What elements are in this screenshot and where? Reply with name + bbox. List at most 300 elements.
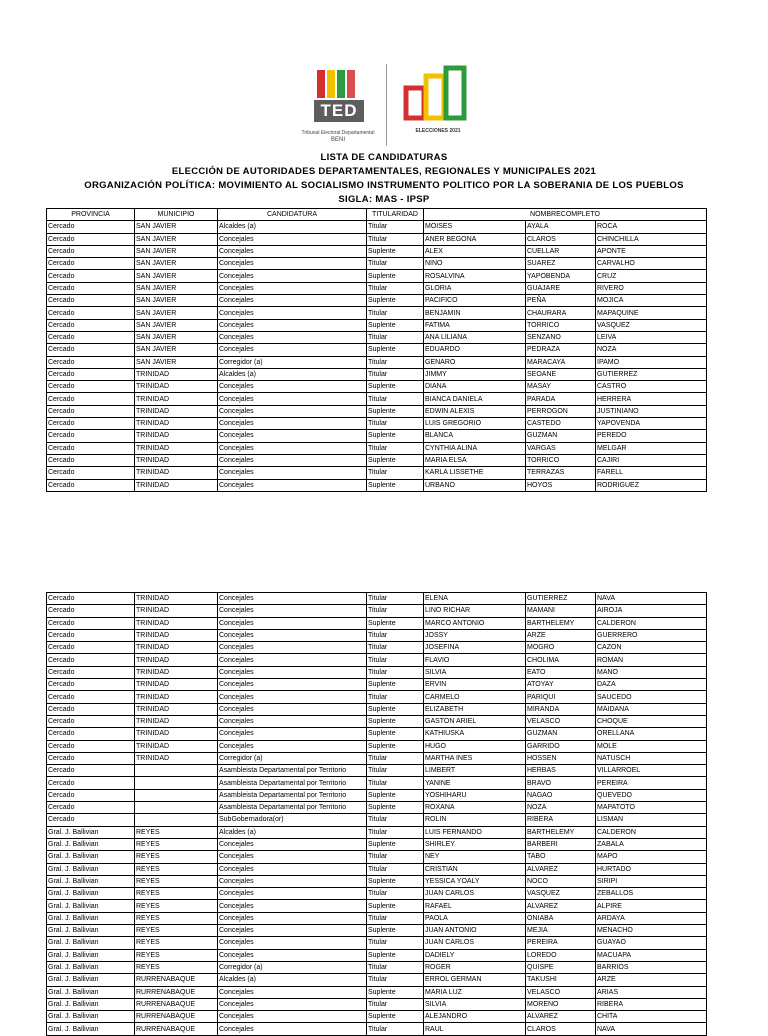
table-header-row: [47, 209, 707, 221]
cell-provincia: Cercado: [47, 666, 135, 678]
table-row: [47, 974, 707, 986]
cell-candidatura: Corregidor (a): [218, 356, 367, 368]
cell-apellido-paterno: ALVAREZ: [526, 863, 596, 875]
cell-apellido-paterno: GUTIERREZ: [526, 593, 596, 605]
cell-apellido-paterno: VELASCO: [526, 715, 596, 727]
cell-apellido-paterno: PARADA: [526, 393, 596, 405]
cell-provincia: Cercado: [47, 728, 135, 740]
cell-candidatura: Concejales: [218, 381, 367, 393]
cell-candidatura: Concejales: [218, 629, 367, 641]
cell-nombre: GLORIA: [424, 282, 526, 294]
table-row: [47, 356, 707, 368]
cell-municipio: TRINIDAD: [135, 642, 218, 654]
cell-provincia: Gral. J. Ballivian: [47, 986, 135, 998]
cell-provincia: Cercado: [47, 282, 135, 294]
cell-titularidad: Titular: [367, 937, 424, 949]
table-row: [47, 912, 707, 924]
table-row: [47, 593, 707, 605]
cell-provincia: Cercado: [47, 802, 135, 814]
elecciones-label: ELECCIONES 2021: [415, 128, 461, 134]
cell-apellido-materno: MAPAQUINE: [596, 307, 707, 319]
cell-provincia: Gral. J. Ballivian: [47, 851, 135, 863]
cell-apellido-materno: BARRIOS: [596, 961, 707, 973]
cell-provincia: Cercado: [47, 430, 135, 442]
cell-nombre: ROSALVINA: [424, 270, 526, 282]
cell-apellido-paterno: RIBERA: [526, 814, 596, 826]
col-nombre-completo: NOMBRECOMPLETO: [424, 209, 707, 221]
cell-nombre: DADIELY: [424, 949, 526, 961]
cell-titularidad: Suplente: [367, 245, 424, 257]
cell-titularidad: Titular: [367, 777, 424, 789]
cell-municipio: SAN JAVIER: [135, 233, 218, 245]
table-row: [47, 258, 707, 270]
table-row: [47, 368, 707, 380]
cell-municipio: TRINIDAD: [135, 752, 218, 764]
cell-titularidad: Suplente: [367, 703, 424, 715]
table-row: [47, 344, 707, 356]
cell-provincia: Cercado: [47, 752, 135, 764]
cell-provincia: Gral. J. Ballivian: [47, 875, 135, 887]
table-row: [47, 307, 707, 319]
cell-titularidad: Titular: [367, 888, 424, 900]
table-row: [47, 728, 707, 740]
cell-nombre: ROGER: [424, 961, 526, 973]
cell-titularidad: Titular: [367, 233, 424, 245]
cell-candidatura: Concejales: [218, 245, 367, 257]
cell-municipio: RURRENABAQUE: [135, 998, 218, 1010]
cell-candidatura: SubGobernadora(or): [218, 814, 367, 826]
table-row: [47, 331, 707, 343]
cell-provincia: Cercado: [47, 393, 135, 405]
cell-candidatura: Concejales: [218, 642, 367, 654]
cell-nombre: RAFAEL: [424, 900, 526, 912]
cell-nombre: ELENA: [424, 593, 526, 605]
cell-provincia: Cercado: [47, 715, 135, 727]
cell-apellido-materno: LISMAN: [596, 814, 707, 826]
table-row: [47, 789, 707, 801]
cell-nombre: NEY: [424, 851, 526, 863]
cell-candidatura: Concejales: [218, 282, 367, 294]
cell-candidatura: Concejales: [218, 998, 367, 1010]
cell-nombre: ALEJANDRO: [424, 1011, 526, 1023]
cell-titularidad: Suplente: [367, 728, 424, 740]
cell-municipio: SAN JAVIER: [135, 258, 218, 270]
cell-provincia: Cercado: [47, 270, 135, 282]
cell-candidatura: Concejales: [218, 405, 367, 417]
cell-apellido-materno: HURTADO: [596, 863, 707, 875]
cell-municipio: TRINIDAD: [135, 728, 218, 740]
table-body: [47, 593, 707, 1036]
cell-municipio: TRINIDAD: [135, 442, 218, 454]
cell-nombre: MARIA ELSA: [424, 454, 526, 466]
cell-municipio: TRINIDAD: [135, 703, 218, 715]
cell-candidatura: Concejales: [218, 454, 367, 466]
cell-candidatura: Concejales: [218, 838, 367, 850]
table-row: [47, 319, 707, 331]
cell-provincia: Gral. J. Ballivian: [47, 863, 135, 875]
cell-apellido-materno: VILLARROEL: [596, 765, 707, 777]
cell-provincia: Cercado: [47, 629, 135, 641]
table-row: [47, 282, 707, 294]
cell-apellido-paterno: NOCO: [526, 875, 596, 887]
cell-nombre: EDWIN ALEXIS: [424, 405, 526, 417]
cell-municipio: SAN JAVIER: [135, 245, 218, 257]
cell-candidatura: Concejales: [218, 740, 367, 752]
cell-apellido-materno: PEREDO: [596, 430, 707, 442]
cell-nombre: YOSHIHARU: [424, 789, 526, 801]
cell-apellido-paterno: MORENO: [526, 998, 596, 1010]
cell-nombre: MOISES: [424, 221, 526, 233]
cell-candidatura: Concejales: [218, 888, 367, 900]
cell-titularidad: Titular: [367, 863, 424, 875]
cell-municipio: SAN JAVIER: [135, 221, 218, 233]
table-row: [47, 418, 707, 430]
table-row: [47, 703, 707, 715]
cell-apellido-materno: CASTRO: [596, 381, 707, 393]
cell-titularidad: Titular: [367, 593, 424, 605]
cell-municipio: TRINIDAD: [135, 418, 218, 430]
cell-provincia: Cercado: [47, 221, 135, 233]
cell-titularidad: Suplente: [367, 900, 424, 912]
cell-nombre: JOSEFINA: [424, 642, 526, 654]
cell-provincia: Gral. J. Ballivian: [47, 961, 135, 973]
cell-apellido-paterno: BRAVO: [526, 777, 596, 789]
cell-municipio: REYES: [135, 875, 218, 887]
cell-municipio: TRINIDAD: [135, 479, 218, 491]
cell-apellido-materno: MELGAR: [596, 442, 707, 454]
cell-titularidad: Titular: [367, 331, 424, 343]
cell-apellido-paterno: HOSSEN: [526, 752, 596, 764]
table-body: [47, 221, 707, 492]
cell-nombre: LUIS FERNANDO: [424, 826, 526, 838]
cell-apellido-materno: SIRIPI: [596, 875, 707, 887]
cell-titularidad: Titular: [367, 814, 424, 826]
cell-titularidad: Suplente: [367, 270, 424, 282]
cell-municipio: TRINIDAD: [135, 617, 218, 629]
cell-apellido-materno: ALPIRE: [596, 900, 707, 912]
cell-municipio: TRINIDAD: [135, 405, 218, 417]
cell-municipio: [135, 789, 218, 801]
cell-candidatura: Concejales: [218, 319, 367, 331]
cell-provincia: Gral. J. Ballivian: [47, 974, 135, 986]
table-row: [47, 765, 707, 777]
cell-apellido-paterno: CHAURARA: [526, 307, 596, 319]
cell-candidatura: Concejales: [218, 479, 367, 491]
cell-apellido-paterno: SUAREZ: [526, 258, 596, 270]
cell-candidatura: Asambleista Departamental por Territorio: [218, 765, 367, 777]
cell-apellido-paterno: PARIQUI: [526, 691, 596, 703]
cell-nombre: ERROL GERMAN: [424, 974, 526, 986]
cell-candidatura: Concejales: [218, 307, 367, 319]
cell-nombre: DIANA: [424, 381, 526, 393]
cell-titularidad: Titular: [367, 393, 424, 405]
table-row: [47, 838, 707, 850]
cell-provincia: Gral. J. Ballivian: [47, 826, 135, 838]
cell-apellido-paterno: NOZA: [526, 802, 596, 814]
cell-municipio: TRINIDAD: [135, 666, 218, 678]
cell-apellido-paterno: BARTHELEMY: [526, 826, 596, 838]
cell-titularidad: Titular: [367, 912, 424, 924]
cell-apellido-materno: RIBERA: [596, 998, 707, 1010]
cell-provincia: Gral. J. Ballivian: [47, 925, 135, 937]
cell-municipio: REYES: [135, 949, 218, 961]
cell-nombre: ROXANA: [424, 802, 526, 814]
table-row: [47, 802, 707, 814]
cell-apellido-materno: MAPO: [596, 851, 707, 863]
cell-nombre: JUAN CARLOS: [424, 888, 526, 900]
cell-apellido-paterno: ATOYAY: [526, 679, 596, 691]
cell-nombre: FLAVIO: [424, 654, 526, 666]
cell-apellido-materno: ZABALA: [596, 838, 707, 850]
cell-apellido-paterno: SENZANO: [526, 331, 596, 343]
cell-provincia: Gral. J. Ballivian: [47, 888, 135, 900]
cell-candidatura: Concejales: [218, 430, 367, 442]
cell-apellido-materno: RIVERO: [596, 282, 707, 294]
cell-municipio: [135, 814, 218, 826]
cell-titularidad: Suplente: [367, 454, 424, 466]
cell-provincia: Cercado: [47, 814, 135, 826]
cell-apellido-paterno: PEREIRA: [526, 937, 596, 949]
cell-apellido-paterno: MARACAYA: [526, 356, 596, 368]
ted-subtitle: Tribunal Electoral Departamental: [301, 130, 375, 136]
cell-apellido-materno: VASQUEZ: [596, 319, 707, 331]
cell-apellido-paterno: VARGAS: [526, 442, 596, 454]
cell-provincia: Cercado: [47, 331, 135, 343]
cell-nombre: ALEX: [424, 245, 526, 257]
cell-provincia: Cercado: [47, 679, 135, 691]
cell-apellido-materno: NOZA: [596, 344, 707, 356]
cell-nombre: JIMMY: [424, 368, 526, 380]
cell-provincia: Cercado: [47, 454, 135, 466]
cell-municipio: TRINIDAD: [135, 430, 218, 442]
cell-provincia: Cercado: [47, 258, 135, 270]
cell-titularidad: Titular: [367, 765, 424, 777]
cell-municipio: TRINIDAD: [135, 381, 218, 393]
cell-titularidad: Suplente: [367, 715, 424, 727]
cell-provincia: Cercado: [47, 295, 135, 307]
table-row: [47, 270, 707, 282]
cell-nombre: YANINE: [424, 777, 526, 789]
cell-municipio: TRINIDAD: [135, 593, 218, 605]
table-row: [47, 740, 707, 752]
cell-municipio: REYES: [135, 912, 218, 924]
cell-nombre: EDUARDO: [424, 344, 526, 356]
cell-municipio: SAN JAVIER: [135, 319, 218, 331]
election-title: ELECCIÓN DE AUTORIDADES DEPARTAMENTALES, REGIONALES Y MUNICIPALES 2021: [171, 166, 597, 177]
cell-candidatura: Concejales: [218, 270, 367, 282]
cell-provincia: Cercado: [47, 344, 135, 356]
cell-municipio: SAN JAVIER: [135, 270, 218, 282]
cell-candidatura: Concejales: [218, 925, 367, 937]
cell-provincia: Cercado: [47, 442, 135, 454]
table-row: [47, 715, 707, 727]
cell-titularidad: Titular: [367, 282, 424, 294]
cell-provincia: Cercado: [47, 245, 135, 257]
cell-candidatura: Concejales: [218, 295, 367, 307]
cell-provincia: Cercado: [47, 777, 135, 789]
cell-titularidad: Titular: [367, 851, 424, 863]
cell-municipio: REYES: [135, 826, 218, 838]
cell-provincia: Gral. J. Ballivian: [47, 949, 135, 961]
cell-candidatura: Concejales: [218, 418, 367, 430]
cell-apellido-paterno: SEOANE: [526, 368, 596, 380]
cell-apellido-materno: JUSTINIANO: [596, 405, 707, 417]
cell-apellido-paterno: ARZE: [526, 629, 596, 641]
cell-apellido-paterno: PEDRAZA: [526, 344, 596, 356]
cell-candidatura: Asambleista Departamental por Territorio: [218, 802, 367, 814]
cell-municipio: TRINIDAD: [135, 368, 218, 380]
elecciones-icon: [400, 62, 476, 126]
cell-apellido-paterno: PEÑA: [526, 295, 596, 307]
cell-candidatura: Concejales: [218, 233, 367, 245]
cell-provincia: Cercado: [47, 691, 135, 703]
candidates-table-2: [46, 592, 707, 1036]
cell-apellido-materno: CHINCHILLA: [596, 233, 707, 245]
cell-provincia: Cercado: [47, 617, 135, 629]
cell-apellido-materno: FARELL: [596, 467, 707, 479]
party-acronym: SIGLA: MAS - IPSP: [338, 194, 430, 205]
table-row: [47, 245, 707, 257]
cell-nombre: CARMELO: [424, 691, 526, 703]
cell-municipio: TRINIDAD: [135, 691, 218, 703]
cell-titularidad: Titular: [367, 654, 424, 666]
cell-apellido-materno: AIROJA: [596, 605, 707, 617]
cell-municipio: REYES: [135, 900, 218, 912]
cell-apellido-materno: CALDERON: [596, 826, 707, 838]
cell-municipio: TRINIDAD: [135, 605, 218, 617]
table-row: [47, 863, 707, 875]
cell-municipio: REYES: [135, 925, 218, 937]
cell-nombre: BLANCA: [424, 430, 526, 442]
cell-titularidad: Titular: [367, 666, 424, 678]
cell-nombre: BENJAMIN: [424, 307, 526, 319]
table-row: [47, 666, 707, 678]
cell-provincia: Cercado: [47, 703, 135, 715]
cell-titularidad: Suplente: [367, 617, 424, 629]
cell-apellido-materno: QUEVEDO: [596, 789, 707, 801]
table-row: [47, 998, 707, 1010]
cell-candidatura: Concejales: [218, 331, 367, 343]
cell-provincia: Cercado: [47, 789, 135, 801]
cell-nombre: ELIZABETH: [424, 703, 526, 715]
cell-candidatura: Corregidor (a): [218, 752, 367, 764]
cell-apellido-materno: CAZON: [596, 642, 707, 654]
cell-candidatura: Concejales: [218, 703, 367, 715]
cell-apellido-paterno: MASAY: [526, 381, 596, 393]
cell-apellido-paterno: GUZMAN: [526, 430, 596, 442]
cell-apellido-materno: MOJICA: [596, 295, 707, 307]
cell-municipio: REYES: [135, 838, 218, 850]
cell-apellido-materno: HERRERA: [596, 393, 707, 405]
col-candidatura: CANDIDATURA: [218, 209, 367, 221]
table-row: [47, 381, 707, 393]
cell-apellido-materno: NAVA: [596, 593, 707, 605]
cell-apellido-paterno: AYALA: [526, 221, 596, 233]
cell-titularidad: Suplente: [367, 479, 424, 491]
cell-apellido-paterno: VELASCO: [526, 986, 596, 998]
ted-region: BENI: [330, 137, 345, 143]
col-municipio: MUNICIPIO: [135, 209, 218, 221]
cell-apellido-paterno: LOREDO: [526, 949, 596, 961]
cell-candidatura: Concejales: [218, 986, 367, 998]
cell-apellido-materno: IPAMO: [596, 356, 707, 368]
cell-municipio: TRINIDAD: [135, 679, 218, 691]
cell-apellido-paterno: MAMANI: [526, 605, 596, 617]
cell-provincia: Cercado: [47, 593, 135, 605]
cell-apellido-paterno: NAGAO: [526, 789, 596, 801]
cell-apellido-materno: CARVALHO: [596, 258, 707, 270]
cell-apellido-paterno: ONIABA: [526, 912, 596, 924]
cell-apellido-paterno: GARRIDO: [526, 740, 596, 752]
cell-titularidad: Titular: [367, 605, 424, 617]
cell-nombre: BIANCA DANIELA: [424, 393, 526, 405]
cell-provincia: Gral. J. Ballivian: [47, 998, 135, 1010]
table-row: [47, 679, 707, 691]
cell-apellido-paterno: ALVAREZ: [526, 900, 596, 912]
cell-candidatura: Concejales: [218, 851, 367, 863]
cell-municipio: REYES: [135, 961, 218, 973]
table-row: [47, 430, 707, 442]
cell-apellido-materno: CHOQUE: [596, 715, 707, 727]
cell-municipio: SAN JAVIER: [135, 295, 218, 307]
cell-provincia: Cercado: [47, 418, 135, 430]
cell-apellido-materno: MACUAPA: [596, 949, 707, 961]
cell-municipio: SAN JAVIER: [135, 307, 218, 319]
cell-nombre: GASTON ARIEL: [424, 715, 526, 727]
candidates-table-1: [46, 208, 707, 492]
cell-candidatura: Concejales: [218, 442, 367, 454]
cell-apellido-paterno: BARTHELEMY: [526, 617, 596, 629]
cell-apellido-paterno: EATO: [526, 666, 596, 678]
cell-candidatura: Concejales: [218, 344, 367, 356]
cell-apellido-paterno: BARBERI: [526, 838, 596, 850]
table-row: [47, 875, 707, 887]
cell-titularidad: Titular: [367, 442, 424, 454]
table-row: [47, 888, 707, 900]
cell-apellido-paterno: CHOLIMA: [526, 654, 596, 666]
cell-apellido-materno: GUTIERREZ: [596, 368, 707, 380]
cell-nombre: KARLA LISSETHE: [424, 467, 526, 479]
cell-titularidad: Titular: [367, 642, 424, 654]
cell-titularidad: Titular: [367, 467, 424, 479]
cell-apellido-paterno: PERROGON: [526, 405, 596, 417]
cell-titularidad: Suplente: [367, 740, 424, 752]
cell-candidatura: Alcaldes (a): [218, 974, 367, 986]
cell-provincia: Gral. J. Ballivian: [47, 1023, 135, 1035]
cell-apellido-materno: NAVA: [596, 1023, 707, 1035]
cell-nombre: RAUL: [424, 1023, 526, 1035]
cell-apellido-materno: CAJIRI: [596, 454, 707, 466]
table-row: [47, 1011, 707, 1023]
cell-provincia: Cercado: [47, 479, 135, 491]
cell-nombre: ERVIN: [424, 679, 526, 691]
cell-municipio: TRINIDAD: [135, 740, 218, 752]
cell-candidatura: Concejales: [218, 875, 367, 887]
cell-apellido-paterno: VASQUEZ: [526, 888, 596, 900]
cell-apellido-paterno: CLAROS: [526, 1023, 596, 1035]
cell-municipio: RURRENABAQUE: [135, 974, 218, 986]
cell-nombre: GENARO: [424, 356, 526, 368]
cell-nombre: KATHIUSKA: [424, 728, 526, 740]
cell-municipio: TRINIDAD: [135, 467, 218, 479]
cell-candidatura: Concejales: [218, 691, 367, 703]
cell-provincia: Cercado: [47, 233, 135, 245]
cell-nombre: LINO RICHAR: [424, 605, 526, 617]
cell-municipio: SAN JAVIER: [135, 344, 218, 356]
cell-titularidad: Titular: [367, 629, 424, 641]
cell-nombre: SHIRLEY: [424, 838, 526, 850]
logo-area: [290, 56, 478, 148]
